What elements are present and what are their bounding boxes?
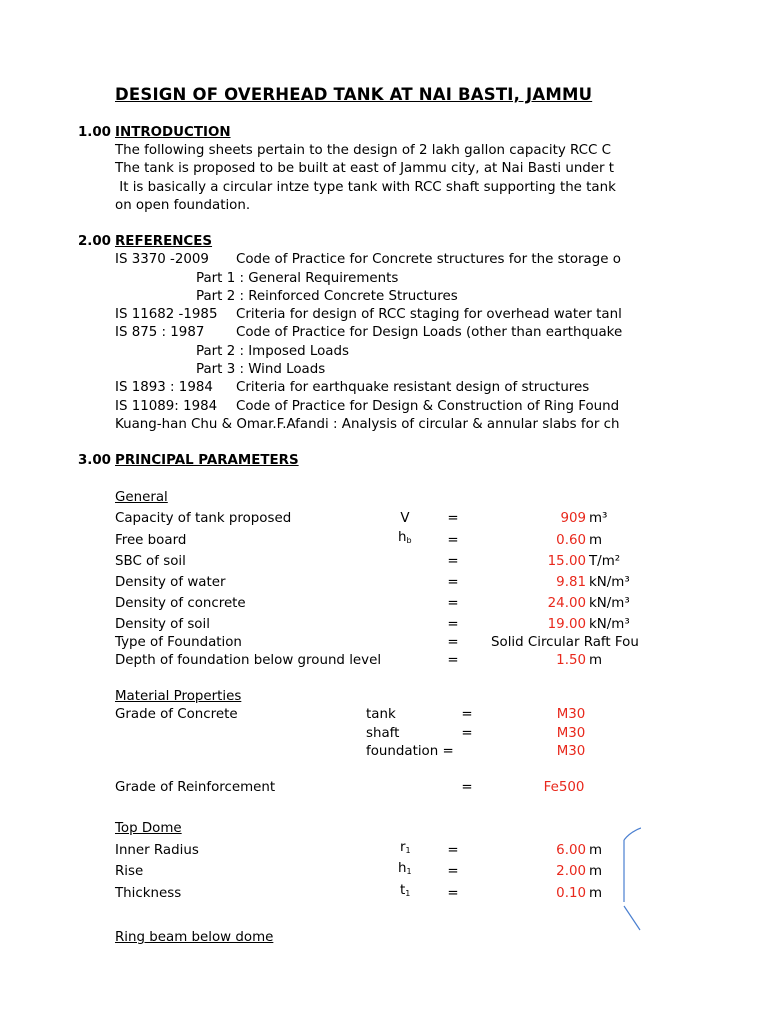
param-label: SBC of soil <box>115 554 186 569</box>
equals-sign: = <box>447 843 459 858</box>
param-unit: m³ <box>589 511 608 526</box>
param-unit: m <box>589 533 603 548</box>
param-unit: kN/m³ <box>589 596 630 611</box>
param-symbol: $t_1$ <box>400 883 411 898</box>
param-value: 2.00 <box>556 864 586 879</box>
page-title: DESIGN OF OVERHEAD TANK AT NAI BASTI, JAMMU <box>115 85 593 104</box>
param-label: Grade of Concrete <box>115 707 238 722</box>
section-heading-introduction: INTRODUCTION <box>115 125 231 140</box>
equals-sign: = <box>447 533 459 548</box>
dome-sketch <box>612 818 641 934</box>
param-label: Thickness <box>115 886 182 901</box>
param-label: Density of soil <box>115 617 210 632</box>
reference-code: IS 3370 -2009 <box>115 252 209 267</box>
foundation-type-value: Solid Circular Raft Fou <box>491 635 639 650</box>
reference-code: IS 875 : 1987 <box>115 325 205 340</box>
concrete-grade-value: M30 <box>556 726 586 741</box>
intro-line: The following sheets pertain to the design of 2 lakh gallon capacity RCC C <box>115 143 611 158</box>
reference-code: IS 1893 : 1984 <box>115 380 213 395</box>
param-symbol: $r_1$ <box>400 840 411 855</box>
subheading-top-dome: Top Dome <box>115 821 182 836</box>
param-value: 0.60 <box>556 533 586 548</box>
reference-code: IS 11682 -1985 <box>115 307 218 322</box>
equals-sign: = <box>447 554 459 569</box>
param-label: Depth of foundation below ground level <box>115 653 382 668</box>
reference-text: Code of Practice for Design Loads (other than earthquake <box>236 325 623 340</box>
section-number: 3.00 <box>77 453 111 468</box>
param-value: 19.00 <box>547 617 586 632</box>
subheading-general: General <box>115 490 168 505</box>
equals-sign: = <box>447 617 459 632</box>
reference-text: Code of Practice for Design & Construction of Ring Found <box>236 399 620 414</box>
param-unit: m <box>589 843 603 858</box>
param-value: 0.10 <box>556 886 586 901</box>
equals-sign: = <box>447 864 459 879</box>
reference-text: Code of Practice for Concrete structures for the storage o <box>236 252 621 267</box>
reference-text: Part 3 : Wind Loads <box>196 362 326 377</box>
param-value: 24.00 <box>547 596 586 611</box>
subheading-material-properties: Material Properties <box>115 689 242 704</box>
equals-sign: = <box>447 596 459 611</box>
reference-text: Criteria for earthquake resistant design of structures <box>236 380 590 395</box>
section-heading-principal-parameters: PRINCIPAL PARAMETERS <box>115 453 299 468</box>
param-symbol: $h_b$ <box>398 530 412 545</box>
param-label: Capacity of tank proposed <box>115 511 292 526</box>
reference-text: Part 2 : Imposed Loads <box>196 344 349 359</box>
param-symbol: V <box>400 511 410 526</box>
concrete-grade-value: M30 <box>556 744 586 759</box>
concrete-grade-value: M30 <box>556 707 586 722</box>
param-value: 6.00 <box>556 843 586 858</box>
dome-slope-line <box>624 906 640 930</box>
param-label: Density of concrete <box>115 596 246 611</box>
concrete-part: tank <box>366 707 396 722</box>
reference-text: Part 1 : General Requirements <box>196 271 399 286</box>
equals-sign: = <box>447 635 459 650</box>
param-label: Grade of Reinforcement <box>115 780 276 795</box>
param-label: Inner Radius <box>115 843 199 858</box>
param-label: Type of Foundation <box>115 635 242 650</box>
param-unit: m <box>589 886 603 901</box>
equals-sign: = <box>447 653 459 668</box>
reference-text: Criteria for design of RCC staging for overhead water tanl <box>236 307 622 322</box>
equals-sign: = <box>447 886 459 901</box>
param-label: Free board <box>115 533 187 548</box>
param-unit: kN/m³ <box>589 617 630 632</box>
param-value: 9.81 <box>556 575 586 590</box>
subheading-ring-beam: Ring beam below dome <box>115 930 274 945</box>
reference-text: Part 2 : Reinforced Concrete Structures <box>196 289 458 304</box>
equals-sign: = <box>461 726 473 741</box>
param-value: 909 <box>560 511 586 526</box>
intro-line: The tank is proposed to be built at east of Jammu city, at Nai Basti under t <box>115 161 615 176</box>
param-label: Rise <box>115 864 144 879</box>
section-number: 1.00 <box>77 125 111 140</box>
section-heading-references: REFERENCES <box>115 234 213 249</box>
param-unit: T/m² <box>589 554 621 569</box>
param-unit: m <box>589 864 603 879</box>
equals-sign: = <box>461 707 473 722</box>
reference-code: IS 11089: 1984 <box>115 399 218 414</box>
param-value: 1.50 <box>556 653 586 668</box>
param-unit: m <box>589 653 603 668</box>
concrete-part: shaft <box>366 726 400 741</box>
param-unit: kN/m³ <box>589 575 630 590</box>
equals-sign: = <box>447 511 459 526</box>
equals-sign: = <box>447 575 459 590</box>
param-symbol: $h_1$ <box>398 861 412 876</box>
section-number: 2.00 <box>77 234 111 249</box>
concrete-part: foundation = <box>366 744 454 759</box>
param-label: Density of water <box>115 575 226 590</box>
reference-text: Kuang-han Chu & Omar.F.Afandi : Analysis of circular & annular slabs for ch <box>115 417 620 432</box>
equals-sign: = <box>461 780 473 795</box>
dome-arc-line <box>624 828 641 840</box>
intro-line: on open foundation. <box>115 198 251 213</box>
intro-line: It is basically a circular intze type tank with RCC shaft supporting the tank <box>115 180 616 195</box>
param-value: 15.00 <box>547 554 586 569</box>
reinforcement-grade-value: Fe500 <box>543 780 585 795</box>
